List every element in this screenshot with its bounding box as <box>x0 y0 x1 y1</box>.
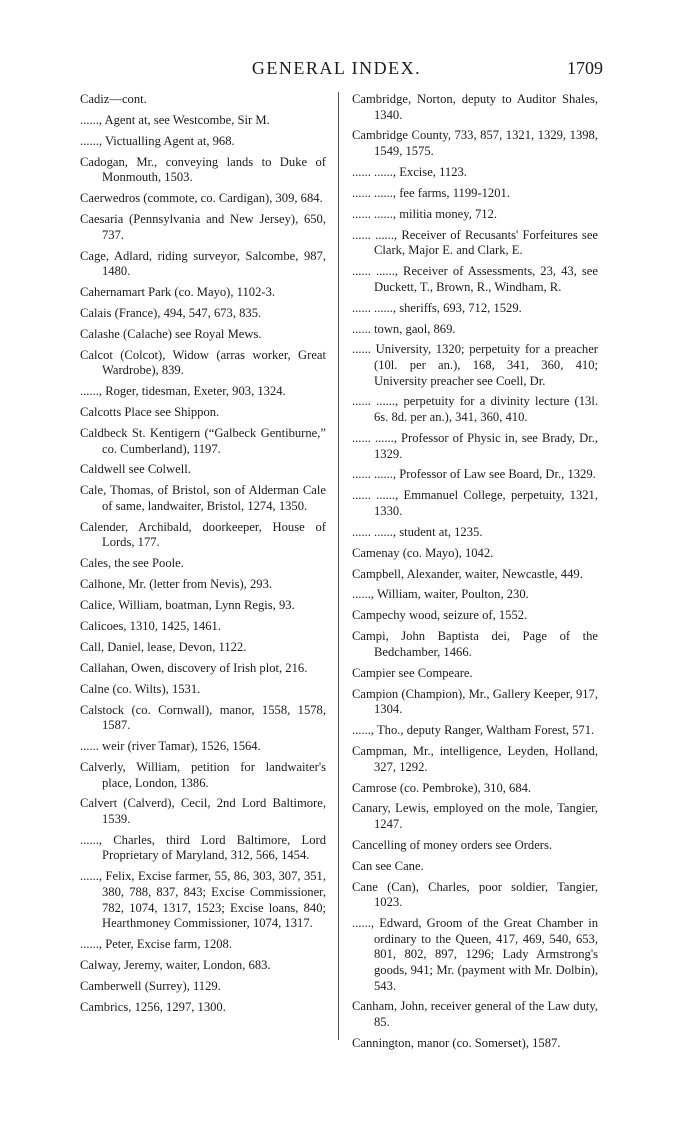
page-header <box>0 58 673 82</box>
index-entry: Cane (Can), Charles, poor soldier, Tangier, 1023. <box>352 879 598 910</box>
index-entry: ......, Felix, Excise farmer, 55, 86, 303, 307, 351, 380, 788, 837, 843; Excise Commissioner, 782, 1074, 1317, 1523; Excise loans, 840; Hearthmoney Commissioner, 1074, 1317. <box>80 869 326 931</box>
index-entry: ...... weir (river Tamar), 1526, 1564. <box>80 739 261 754</box>
index-entry: Camberwell (Surrey), 1129. <box>80 978 221 993</box>
index-entry: Cambrics, 1256, 1297, 1300. <box>80 999 226 1014</box>
index-entry: Campi, John Baptista dei, Page of the Bedchamber, 1466. <box>352 629 598 659</box>
index-entry: ...... ......, Excise, 1123. <box>352 164 467 179</box>
index-entry: Calway, Jeremy, waiter, London, 683. <box>80 957 271 972</box>
index-entry: Calverly, William, petition for landwaiter's place, London, 1386. <box>80 759 326 790</box>
index-entry: Caldwell see Colwell. <box>80 462 191 477</box>
page-number: 1709 <box>567 58 603 78</box>
index-entry: Cambridge County, 733, 857, 1321, 1329, 1398, 1549, 1575. <box>352 128 598 159</box>
index-entry: ...... ......, militia money, 712. <box>352 206 498 221</box>
index-entry: Caldbeck St. Kentigern (“Galbeck Gentiburne,” co. Cumberland), 1197. <box>80 425 326 456</box>
index-entry: ...... ......, Receiver of Recusants' Forfeitures see Clark, Major E. and Clark, E. <box>352 227 598 258</box>
column-divider <box>338 92 339 1040</box>
index-entry: Camenay (co. Mayo), 1042. <box>352 545 494 560</box>
index-entry: ...... ......, Professor of Physic in, see Brady, Dr., 1329. <box>352 430 598 461</box>
index-entry: Caesaria (Pennsylvania and New Jersey), 650, 737. <box>80 212 326 242</box>
index-entry: Calashe (Calache) see Royal Mews. <box>80 326 262 341</box>
index-entry: Callahan, Owen, discovery of Irish plot, 216. <box>80 660 308 675</box>
index-entry: Cadiz—cont. <box>80 92 147 106</box>
index-entry: Cancelling of money orders see Orders. <box>352 837 553 852</box>
index-entry: ......, Tho., deputy Ranger, Waltham Forest, 571. <box>352 723 595 738</box>
index-entry: ......, Victualling Agent at, 968. <box>80 133 235 148</box>
index-entry: ......, Peter, Excise farm, 1208. <box>80 937 232 952</box>
index-entry: Calne (co. Wilts), 1531. <box>80 681 201 696</box>
index-entry: Calice, William, boatman, Lynn Regis, 93. <box>80 598 295 613</box>
index-entry: Calvert (Calverd), Cecil, 2nd Lord Baltimore, 1539. <box>80 796 326 826</box>
index-entry: Campbell, Alexander, waiter, Newcastle, 449. <box>352 566 583 581</box>
index-entry: ......, Charles, third Lord Baltimore, Lord Proprietary of Maryland, 312, 566, 1454. <box>80 832 326 863</box>
index-entry: Campier see Compeare. <box>352 665 473 680</box>
index-entry: Calender, Archibald, doorkeeper, House of Lords, 177. <box>80 519 326 550</box>
index-entry: ...... University, 1320; perpetuity for a preacher (10l. per an.), 168, 341, 360, 410; University preacher see Coell, Dr. <box>352 342 598 388</box>
right-column <box>352 92 598 1057</box>
index-entry: Calstock (co. Cornwall), manor, 1558, 1578, 1587. <box>80 702 326 733</box>
index-entry: Cannington, manor (co. Somerset), 1587. <box>352 1035 561 1050</box>
index-entry: Calcotts Place see Shippon. <box>80 405 220 420</box>
index-entry: ...... town, gaol, 869. <box>352 321 456 336</box>
index-entry: Calais (France), 494, 547, 673, 835. <box>80 305 262 320</box>
index-entry: ......, Roger, tidesman, Exeter, 903, 1324. <box>80 384 286 399</box>
index-entry: ...... ......, fee farms, 1199-1201. <box>352 185 510 200</box>
page-title: GENERAL INDEX. <box>251 58 422 78</box>
index-entry: Canary, Lewis, employed on the mole, Tangier, 1247. <box>352 801 598 831</box>
index-entry: Cadogan, Mr., conveying lands to Duke of Monmouth, 1503. <box>80 154 326 185</box>
index-entry: Cale, Thomas, of Bristol, son of Alderman Cale of same, landwaiter, Bristol, 1274, 1350. <box>80 483 326 513</box>
index-entry: Calcot (Colcot), Widow (arras worker, Great Wardrobe), 839. <box>80 347 326 378</box>
index-entry: ......, William, waiter, Poulton, 230. <box>352 587 529 602</box>
index-entry: ...... ......, student at, 1235. <box>352 524 483 539</box>
index-entry: ...... ......, sheriffs, 693, 712, 1529. <box>352 300 522 315</box>
index-entry: Caerwedros (commote, co. Cardigan), 309, 684. <box>80 191 323 206</box>
index-entry: ......, Edward, Groom of the Great Chamber in ordinary to the Queen, 417, 469, 540, 653, 801, 802, 897, 1296; Lady Armstrong's goods, 941; Mr. (payment with Mr. Dolbin), 543. <box>352 916 598 993</box>
index-entry: ...... ......, perpetuity for a divinity lecture (13l. 6s. 8d. per an.), 341, 360, 410. <box>352 394 598 425</box>
index-entry: ...... ......, Receiver of Assessments, 23, 43, see Duckett, T., Brown, R., Windham, R. <box>352 264 598 294</box>
left-column <box>80 92 326 1021</box>
index-entry: Camrose (co. Pembroke), 310, 684. <box>352 780 532 795</box>
index-entry: Canham, John, receiver general of the Law duty, 85. <box>352 999 598 1029</box>
index-entry: Cales, the see Poole. <box>80 556 184 571</box>
index-entry: Cage, Adlard, riding surveyor, Salcombe, 987, 1480. <box>80 248 326 279</box>
index-entry: Cambridge, Norton, deputy to Auditor Shales, 1340. <box>352 92 598 122</box>
index-entry: Calhone, Mr. (letter from Nevis), 293. <box>80 577 273 592</box>
index-entry: Campman, Mr., intelligence, Leyden, Holland, 327, 1292. <box>352 744 598 774</box>
index-entry: Can see Cane. <box>352 858 424 873</box>
index-entry: Campechy wood, seizure of, 1552. <box>352 608 528 623</box>
index-entry: ...... ......, Professor of Law see Board, Dr., 1329. <box>352 467 596 482</box>
index-entry: ...... ......, Emmanuel College, perpetuity, 1321, 1330. <box>352 488 598 518</box>
index-entry: Calicoes, 1310, 1425, 1461. <box>80 618 221 633</box>
index-entry: Campion (Champion), Mr., Gallery Keeper, 917, 1304. <box>352 686 598 717</box>
index-entry: Cahernamart Park (co. Mayo), 1102-3. <box>80 285 276 300</box>
index-entry: ......, Agent at, see Westcombe, Sir M. <box>80 112 270 127</box>
index-entry: Call, Daniel, lease, Devon, 1122. <box>80 639 247 654</box>
